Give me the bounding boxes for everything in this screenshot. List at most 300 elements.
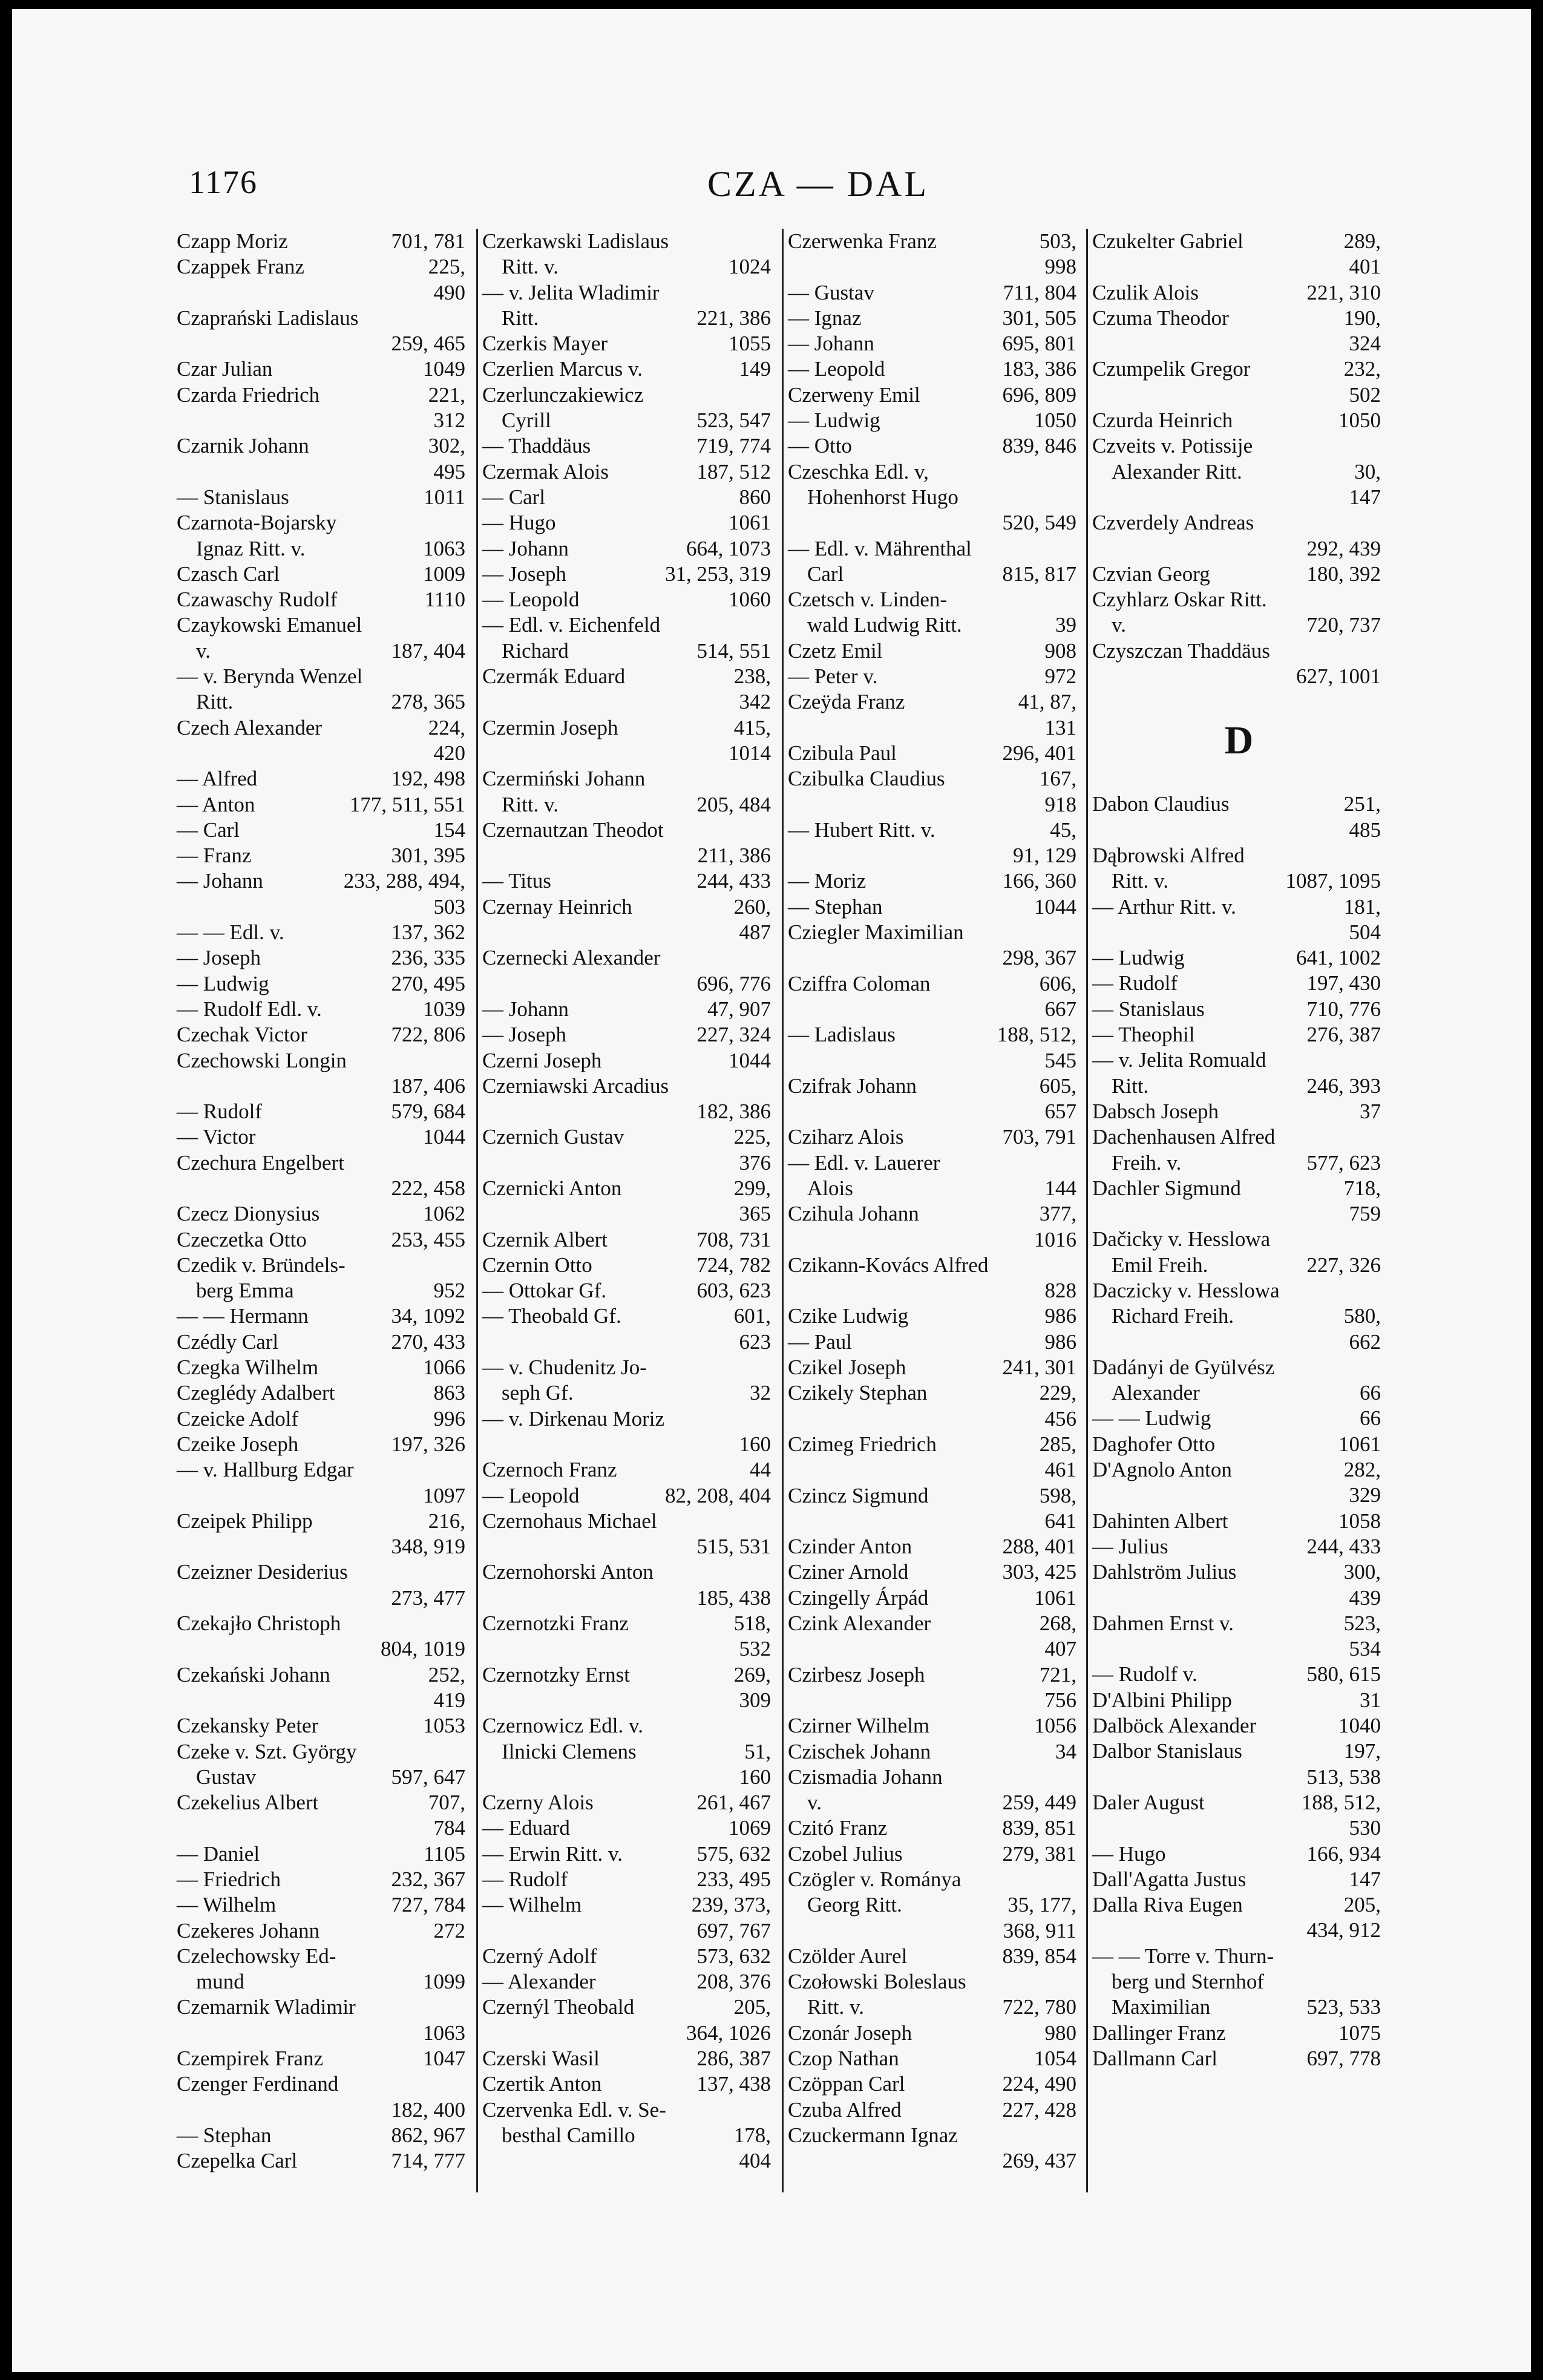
- entry-pages: 520, 549: [1002, 511, 1076, 535]
- entry-pages: 439: [1349, 1585, 1381, 1610]
- entry-name: Ilnicki Clemens: [502, 1739, 637, 1763]
- index-entry: [177, 1995, 470, 2020]
- entry-name: Czeczetka Otto: [177, 1227, 307, 1251]
- entry-name: Czecz Dionysius: [177, 1202, 320, 1226]
- entry-pages: 368, 911: [1003, 1918, 1076, 1942]
- index-entry: [177, 920, 470, 945]
- entry-pages: 627, 1001: [1296, 664, 1381, 689]
- index-entry: [1092, 818, 1386, 843]
- index-entry: [177, 356, 470, 382]
- entry-pages: 721,: [1039, 1662, 1076, 1687]
- entry-name: — Ignaz: [788, 306, 862, 330]
- index-entry: [788, 587, 1081, 612]
- index-entry: [482, 1303, 776, 1329]
- index-entry: [788, 715, 1081, 741]
- entry-pages: 273, 477: [391, 1585, 465, 1610]
- entry-name: Czeÿda Franz: [788, 690, 905, 714]
- index-entry: [788, 562, 1081, 587]
- entry-name: Czerlien Marcus v.: [482, 357, 643, 381]
- entry-name: Czuma Theodor: [1092, 306, 1229, 330]
- index-entry: [788, 254, 1081, 280]
- entry-pages: 1011: [424, 485, 465, 509]
- entry-pages: 523, 547: [696, 408, 771, 433]
- entry-pages: 329: [1349, 1483, 1381, 1507]
- index-entry: [788, 1867, 1081, 1892]
- entry-pages: 309: [739, 1688, 771, 1712]
- entry-pages: 419: [433, 1688, 465, 1712]
- entry-name: Maximilian: [1112, 1995, 1211, 2019]
- entry-name: Czaprański Ladislaus: [177, 306, 359, 330]
- index-entry: [177, 408, 470, 433]
- entry-pages: 285,: [1039, 1432, 1076, 1456]
- index-entry: [482, 382, 776, 408]
- entry-pages: 269, 437: [1002, 2149, 1076, 2173]
- index-entry: [482, 254, 776, 280]
- entry-pages: 233, 495: [696, 1867, 771, 1891]
- entry-name: Ritt. v.: [1112, 869, 1168, 893]
- entry-name: — Thaddäus: [482, 434, 591, 458]
- entry-name: Czeglédy Adalbert: [177, 1381, 335, 1405]
- entry-name: Dachenhausen Alfred: [1092, 1125, 1276, 1149]
- entry-pages: 279, 381: [1002, 1841, 1076, 1866]
- index-entry: [788, 1406, 1081, 1432]
- entry-name: — Wilhelm: [482, 1893, 582, 1917]
- index-entry: [788, 766, 1081, 792]
- index-entry: [177, 433, 470, 459]
- entry-name: Czempirek Franz: [177, 2047, 323, 2071]
- index-entry: [788, 1303, 1081, 1329]
- entry-pages: 259, 465: [391, 332, 465, 356]
- entry-name: mund: [196, 1970, 244, 1994]
- index-entry: [482, 1534, 776, 1559]
- entry-pages: 998: [1044, 255, 1076, 279]
- entry-pages: 662: [1349, 1329, 1381, 1354]
- index-entry: [177, 1841, 470, 1867]
- index-entry: [1092, 843, 1386, 868]
- index-entry: [482, 2097, 776, 2123]
- entry-pages: 1060: [729, 588, 771, 612]
- entry-pages: 222, 458: [391, 1176, 465, 1200]
- entry-pages: 300,: [1343, 1560, 1381, 1584]
- index-entry: [1092, 1432, 1386, 1457]
- index-entry: [482, 229, 776, 254]
- index-entry: [177, 510, 470, 536]
- entry-name: Czernoch Franz: [482, 1458, 617, 1482]
- index-columns: [177, 229, 1435, 2192]
- entry-name: Czerski Wasil: [482, 2047, 600, 2071]
- entry-name: — Moriz: [788, 869, 867, 893]
- index-entry: [177, 2097, 470, 2123]
- entry-pages: 986: [1044, 1304, 1076, 1328]
- entry-pages: 863: [433, 1381, 465, 1405]
- entry-name: Czikann-Kovács Alfred: [788, 1253, 989, 1277]
- entry-pages: 303, 425: [1002, 1560, 1076, 1584]
- index-entry: [788, 1662, 1081, 1688]
- entry-pages: 241, 301: [1002, 1356, 1076, 1380]
- index-entry: [482, 1636, 776, 1662]
- entry-pages: 804, 1019: [381, 1637, 465, 1661]
- entry-name: Czołowski Boleslaus: [788, 1970, 966, 1994]
- entry-name: Czerni Joseph: [482, 1048, 602, 1072]
- entry-pages: 714, 777: [391, 2149, 465, 2173]
- index-entry: [788, 1841, 1081, 1867]
- entry-pages: 490: [433, 280, 465, 304]
- index-entry: [177, 715, 470, 741]
- entry-name: Dallinger Franz: [1092, 2021, 1226, 2045]
- entry-name: — Leopold: [482, 588, 580, 612]
- entry-pages: 185, 438: [696, 1585, 771, 1610]
- entry-name: Czurda Heinrich: [1092, 408, 1233, 433]
- entry-name: Czibulka Claudius: [788, 767, 945, 791]
- entry-pages: 288, 401: [1002, 1535, 1076, 1559]
- index-entry: [788, 741, 1081, 766]
- index-entry: [177, 1329, 470, 1355]
- entry-pages: 1063: [423, 536, 465, 560]
- entry-pages: 695, 801: [1002, 332, 1076, 356]
- entry-name: Czöppan Carl: [788, 2072, 905, 2096]
- entry-name: Czinder Anton: [788, 1535, 912, 1559]
- entry-name: Czernotzki Franz: [482, 1611, 629, 1636]
- index-entry: [482, 1150, 776, 1176]
- entry-pages: 718,: [1343, 1176, 1381, 1200]
- index-entry: [788, 1483, 1081, 1509]
- index-entry: [1092, 1995, 1386, 2020]
- entry-name: Czeicke Adolf: [177, 1406, 299, 1431]
- index-entry: [482, 689, 776, 715]
- entry-pages: 664, 1073: [686, 536, 771, 560]
- entry-pages: 282,: [1343, 1458, 1381, 1482]
- entry-pages: 144: [1044, 1176, 1076, 1200]
- entry-name: Czech Alexander: [177, 715, 323, 739]
- index-entry: [177, 1074, 470, 1099]
- entry-name: Czekajło Christoph: [177, 1611, 341, 1636]
- index-entry: [1092, 1150, 1386, 1176]
- entry-pages: 232, 367: [391, 1867, 465, 1891]
- entry-pages: 518,: [733, 1611, 771, 1636]
- index-entry: [177, 382, 470, 408]
- entry-pages: 37: [1360, 1099, 1381, 1123]
- entry-name: Ritt.: [502, 306, 539, 330]
- index-entry: [482, 741, 776, 766]
- index-entry: [482, 485, 776, 510]
- entry-name: wald Ludwig Ritt.: [807, 613, 962, 637]
- index-entry: [1092, 1278, 1386, 1303]
- entry-pages: 182, 386: [696, 1100, 771, 1124]
- index-entry: [482, 1355, 776, 1380]
- entry-pages: 298, 367: [1002, 946, 1076, 970]
- entry-name: Czischek Johann: [788, 1739, 931, 1763]
- entry-pages: 167,: [1039, 767, 1076, 791]
- entry-pages: 504: [1349, 920, 1381, 944]
- index-entry: [1092, 1739, 1386, 1764]
- index-entry: [1092, 2046, 1386, 2071]
- entry-name: Georg Ritt.: [807, 1893, 902, 1917]
- index-entry: [177, 1355, 470, 1380]
- index-entry: [1092, 1636, 1386, 1662]
- index-entry: [788, 2021, 1081, 2046]
- entry-pages: 839, 846: [1002, 434, 1076, 458]
- index-entry: [788, 1227, 1081, 1253]
- entry-name: — Daniel: [177, 1841, 260, 1866]
- index-entry: [1092, 229, 1386, 254]
- entry-pages: 1063: [423, 2021, 465, 2045]
- entry-name: — Johann: [177, 869, 263, 893]
- index-entry: [1092, 1047, 1386, 1073]
- entry-name: Cziner Arnold: [788, 1560, 909, 1584]
- entry-name: — Ladislaus: [788, 1023, 896, 1047]
- entry-pages: 514, 551: [696, 638, 771, 663]
- entry-name: — Anton: [177, 792, 255, 816]
- entry-pages: 487: [739, 920, 771, 945]
- index-entry: [177, 1944, 470, 1969]
- index-entry: [177, 1559, 470, 1585]
- entry-pages: 759: [1349, 1202, 1381, 1226]
- index-entry: [1092, 612, 1386, 638]
- entry-pages: 44: [750, 1458, 771, 1482]
- entry-name: Czuckermann Ignaz: [788, 2123, 958, 2147]
- entry-name: D'Albini Philipp: [1092, 1688, 1232, 1712]
- entry-name: Cziegler Maximilian: [788, 920, 964, 945]
- entry-name: Czemarnik Wladimir: [177, 1995, 356, 2019]
- index-entry: [1092, 1534, 1386, 1559]
- entry-pages: 131: [1044, 715, 1076, 739]
- index-entry: [788, 1559, 1081, 1585]
- index-entry: [1092, 2021, 1386, 2046]
- entry-name: berg und Sternhof: [1112, 1970, 1265, 1993]
- entry-name: — Leopold: [482, 1483, 580, 1507]
- index-entry: [788, 1739, 1081, 1765]
- index-entry: [788, 1944, 1081, 1969]
- entry-pages: 701, 781: [391, 229, 465, 253]
- entry-name: — Franz: [177, 844, 252, 868]
- index-entry: [788, 1329, 1081, 1355]
- entry-pages: 205,: [1343, 1893, 1381, 1917]
- index-entry: [788, 459, 1081, 485]
- entry-name: Czerný Adolf: [482, 1944, 597, 1968]
- entry-name: Czar Julian: [177, 357, 273, 381]
- entry-name: — v. Dirkenau Moriz: [482, 1406, 664, 1431]
- entry-pages: 579, 684: [391, 1100, 465, 1124]
- entry-pages: 91, 129: [1013, 844, 1076, 868]
- entry-pages: 720, 737: [1306, 613, 1381, 637]
- index-entry: [788, 1150, 1081, 1176]
- entry-pages: 292, 439: [1306, 536, 1381, 560]
- index-entry: [1092, 1124, 1386, 1150]
- index-entry: [482, 894, 776, 920]
- entry-pages: 276, 387: [1306, 1023, 1381, 1047]
- index-entry: [1092, 1969, 1386, 1995]
- index-entry: [1092, 971, 1386, 996]
- index-entry: [177, 741, 470, 766]
- index-entry: [482, 1124, 776, 1150]
- index-entry: [177, 1227, 470, 1253]
- entry-pages: 166, 934: [1306, 1841, 1381, 1866]
- entry-pages: 299,: [733, 1176, 771, 1200]
- index-entry: [1092, 664, 1386, 689]
- entry-pages: 268,: [1039, 1611, 1076, 1636]
- entry-name: Ritt. v.: [502, 255, 559, 279]
- index-entry: [177, 229, 470, 254]
- index-entry: [1092, 356, 1386, 382]
- index-entry: [788, 1892, 1081, 1918]
- entry-name: Czarda Friedrich: [177, 382, 320, 407]
- index-entry: [1092, 1176, 1386, 1201]
- entry-name: Gustav: [196, 1765, 257, 1789]
- entry-pages: 707,: [428, 1791, 465, 1815]
- entry-name: Czulik Alois: [1092, 280, 1199, 304]
- entry-pages: 1049: [423, 357, 465, 381]
- index-entry: [177, 664, 470, 689]
- index-entry: [177, 1022, 470, 1047]
- index-entry: [1092, 1815, 1386, 1841]
- index-entry: [788, 920, 1081, 945]
- entry-pages: 301, 505: [1002, 306, 1076, 330]
- index-entry: [177, 1048, 470, 1074]
- index-entry: [788, 1124, 1081, 1150]
- entry-name: Czikely Stephan: [788, 1381, 928, 1405]
- entry-pages: 137, 438: [696, 2072, 771, 2096]
- entry-name: Czerlunczakiewicz: [482, 382, 644, 407]
- index-entry: [482, 1815, 776, 1841]
- entry-pages: 211, 386: [697, 844, 771, 868]
- entry-pages: 272: [433, 1918, 465, 1942]
- entry-name: Czifrak Johann: [788, 1074, 917, 1098]
- index-entry: [482, 1765, 776, 1790]
- entry-pages: 839, 854: [1002, 1944, 1076, 1968]
- index-entry: [1092, 587, 1386, 612]
- index-entry: [482, 792, 776, 818]
- index-entry: [177, 1201, 470, 1227]
- entry-pages: 1056: [1034, 1714, 1076, 1738]
- index-entry: [482, 1509, 776, 1534]
- index-entry: [482, 766, 776, 792]
- index-entry: [177, 2021, 470, 2046]
- entry-name: v.: [1112, 613, 1126, 637]
- entry-name: Czink Alexander: [788, 1611, 931, 1636]
- index-entry: [1092, 1022, 1386, 1047]
- entry-name: Dachler Sigmund: [1092, 1176, 1241, 1200]
- index-entry: [177, 689, 470, 715]
- entry-pages: 246, 393: [1306, 1074, 1381, 1098]
- index-entry: [788, 638, 1081, 664]
- entry-name: Czitó Franz: [788, 1816, 888, 1840]
- entry-name: Czetz Emil: [788, 638, 883, 663]
- entry-name: Czeschka Edl. v,: [788, 459, 929, 484]
- entry-name: Czerkis Mayer: [482, 332, 608, 356]
- entry-pages: 1024: [729, 255, 771, 279]
- entry-name: — Eduard: [482, 1816, 570, 1840]
- entry-name: Alexander Ritt.: [1112, 459, 1242, 484]
- entry-pages: 1050: [1034, 408, 1076, 433]
- index-entry: [177, 612, 470, 638]
- index-entry: [788, 792, 1081, 818]
- entry-pages: 197, 430: [1306, 971, 1381, 995]
- index-entry: [482, 2046, 776, 2071]
- entry-pages: 1050: [1338, 408, 1381, 433]
- entry-pages: 1014: [729, 741, 771, 765]
- index-entry: [482, 1457, 776, 1483]
- entry-pages: 364, 1026: [686, 2021, 771, 2045]
- entry-pages: 270, 495: [391, 971, 465, 995]
- entry-pages: 724, 782: [696, 1253, 771, 1277]
- entry-pages: 696, 776: [696, 971, 771, 995]
- entry-pages: 221, 386: [696, 306, 771, 330]
- entry-name: Czerwenka Franz: [788, 229, 937, 253]
- entry-name: — Rudolf: [482, 1867, 568, 1891]
- entry-pages: 324: [1349, 332, 1381, 356]
- index-entry: [1092, 1201, 1386, 1227]
- entry-pages: 180, 392: [1306, 562, 1381, 586]
- index-entry: [1092, 382, 1386, 408]
- index-entry: [788, 1688, 1081, 1713]
- index-entry: [788, 382, 1081, 408]
- index-entry: [788, 485, 1081, 510]
- entry-pages: 523, 533: [1306, 1995, 1381, 2019]
- entry-pages: 461: [1044, 1458, 1076, 1482]
- index-entry: [482, 1278, 776, 1303]
- index-entry: [788, 1253, 1081, 1278]
- entry-pages: 39: [1055, 613, 1076, 637]
- index-entry: [788, 1969, 1081, 1995]
- index-entry: [788, 2123, 1081, 2148]
- index-entry: [177, 1867, 470, 1892]
- entry-name: — Erwin Ritt. v.: [482, 1841, 623, 1866]
- entry-name: — Titus: [482, 869, 551, 893]
- entry-name: Czernotzky Ernst: [482, 1662, 630, 1687]
- entry-pages: 1053: [423, 1714, 465, 1738]
- entry-pages: 1075: [1338, 2021, 1381, 2045]
- index-entry: [1092, 510, 1386, 536]
- entry-name: Czermák Eduard: [482, 664, 626, 689]
- index-entry: [177, 1585, 470, 1611]
- index-entry: [1092, 920, 1386, 945]
- entry-name: D'Agnolo Anton: [1092, 1458, 1232, 1482]
- index-entry: [177, 485, 470, 510]
- index-entry: [1092, 536, 1386, 562]
- index-entry: [788, 2097, 1081, 2123]
- index-entry: [482, 1329, 776, 1355]
- entry-name: — Stephan: [788, 894, 883, 919]
- entry-name: — Joseph: [482, 562, 567, 586]
- entry-pages: 1044: [1034, 894, 1076, 919]
- entry-name: — Stanislaus: [1092, 997, 1205, 1021]
- index-entry: [177, 2123, 470, 2148]
- entry-pages: 711, 804: [1003, 280, 1076, 304]
- index-entry: [482, 1892, 776, 1918]
- entry-pages: 495: [433, 459, 465, 484]
- index-entry: [482, 2123, 776, 2148]
- index-entry: [482, 843, 776, 868]
- entry-pages: 918: [1044, 792, 1076, 816]
- entry-name: Czerniawski Arcadius: [482, 1074, 669, 1098]
- index-entry: [177, 792, 470, 818]
- index-entry: [482, 562, 776, 587]
- index-entry: [482, 1022, 776, 1047]
- index-entry: [482, 1099, 776, 1124]
- index-entry: [1092, 459, 1386, 485]
- entry-pages: 221,: [428, 382, 465, 407]
- index-entry: [482, 1406, 776, 1432]
- index-entry: [482, 1227, 776, 1253]
- entry-pages: 1061: [1034, 1585, 1076, 1610]
- entry-pages: 289,: [1343, 229, 1381, 253]
- entry-pages: 177, 511, 551: [349, 792, 465, 816]
- index-entry: [1092, 562, 1386, 587]
- entry-pages: 32: [750, 1381, 771, 1405]
- index-entry: [1092, 1559, 1386, 1585]
- index-entry: [1092, 1099, 1386, 1124]
- entry-name: — Wilhelm: [177, 1893, 277, 1917]
